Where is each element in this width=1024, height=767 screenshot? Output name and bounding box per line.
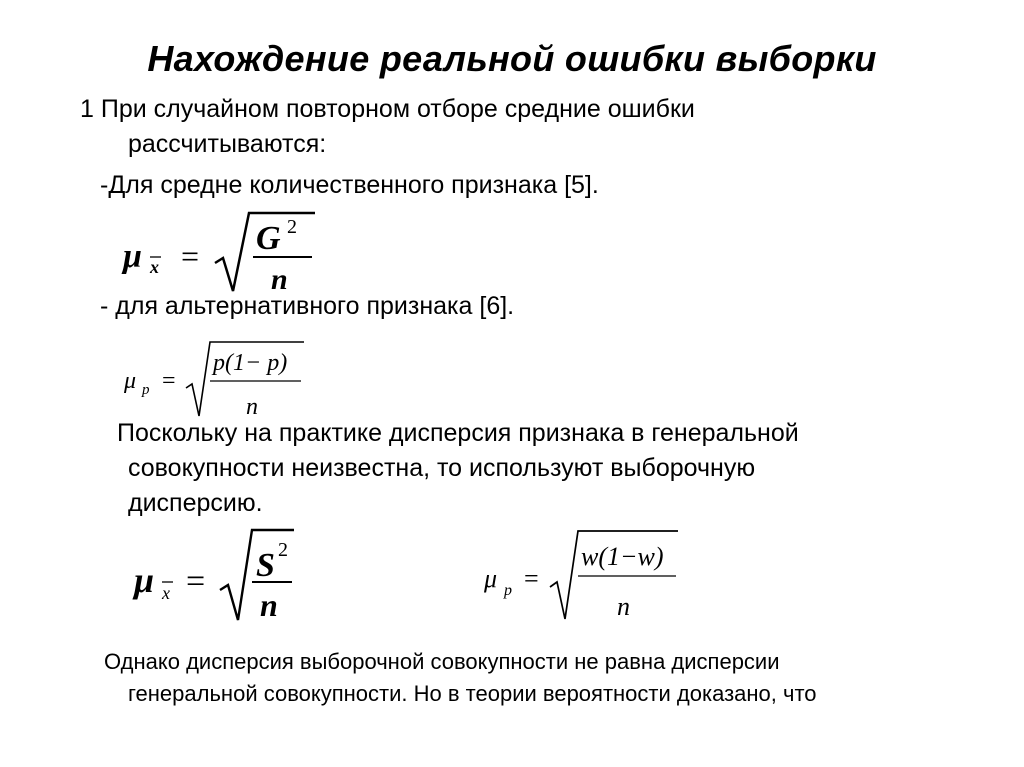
formula-mu-symbol: μ (134, 560, 155, 600)
practice-line-2: совокупности неизвестна, то используют выборочную (128, 454, 756, 482)
formula-denominator: n (271, 263, 288, 296)
formula-subscript: p (142, 382, 150, 398)
formula-denominator: n (617, 592, 630, 621)
formula-subscript: x (162, 583, 170, 603)
quantitative-attribute-label: -Для средне количественного признака [5]. (100, 171, 599, 199)
point-1-line-1: 1 При случайном повторном отборе средние ошибки (80, 95, 695, 123)
formula-superscript: 2 (278, 539, 288, 561)
formula-mu-p-sample (480, 525, 690, 625)
practice-line-3: дисперсию. (128, 489, 263, 517)
formula-equals: = (181, 238, 200, 274)
formula-mu-x-sample (128, 520, 308, 625)
formula-mu-symbol: μ (484, 564, 498, 593)
formula-mu-symbol: μ (124, 368, 137, 394)
formula-denominator: n (260, 587, 278, 623)
formula-subscript: x (150, 257, 159, 277)
formula-equals: = (186, 563, 206, 600)
closing-line-2: генеральной совокупности. Но в теории вероятности доказано, что (128, 681, 817, 706)
formula-numerator: w(1−w) (581, 542, 664, 571)
point-1-line-2: рассчитываются: (128, 130, 327, 158)
formula-mu-x-general (115, 205, 325, 295)
formula-mu-symbol: μ (123, 238, 142, 275)
formula-subscript: p (504, 582, 512, 599)
formula-mu-p-general (120, 336, 320, 421)
formula-numerator: G (256, 220, 281, 257)
formula-superscript: 2 (287, 216, 297, 238)
formula-numerator: p(1− p) (213, 350, 288, 376)
practice-line-1: Поскольку на практике дисперсия признака в генеральной (117, 419, 799, 447)
formula-equals: = (524, 564, 539, 593)
alternative-attribute-label: - для альтернативного признака [6]. (100, 292, 515, 320)
formula-equals: = (162, 368, 176, 394)
formula-numerator: S (256, 547, 275, 584)
formula-denominator: n (246, 394, 258, 420)
closing-line-1: Однако дисперсия выборочной совокупности не равна дисперсии (104, 649, 780, 674)
slide-title: Нахождение реальной ошибки выборки (147, 38, 877, 79)
